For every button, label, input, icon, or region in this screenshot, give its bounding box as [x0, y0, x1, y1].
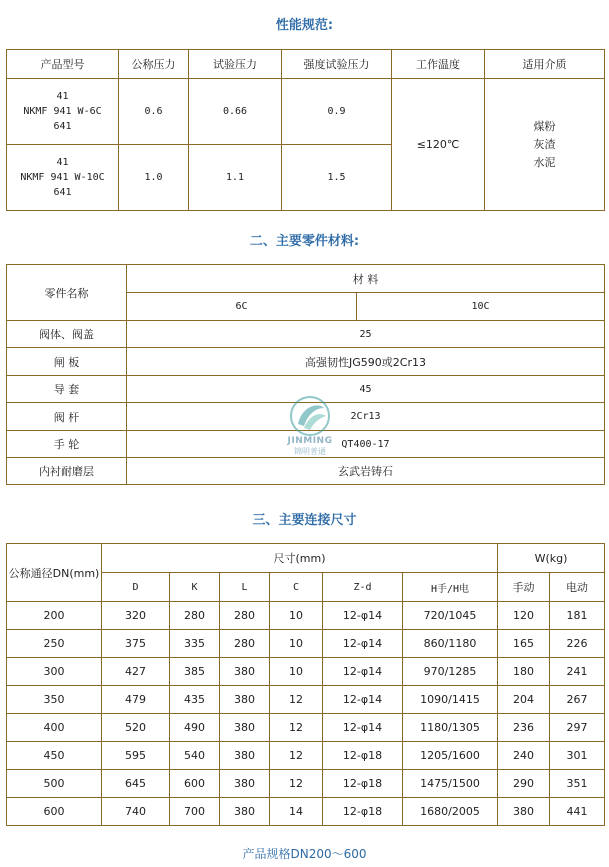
- z-d-cell: 12-φ14: [323, 686, 403, 714]
- table-row: [7, 630, 605, 658]
- electric-weight-cell: 301: [550, 742, 605, 770]
- h-cell: 1205/1600: [403, 742, 498, 770]
- d-cell: 645: [102, 770, 170, 798]
- watermark-brand: JINMING: [287, 436, 333, 446]
- header-test-pressure: 试验压力: [189, 50, 282, 79]
- header-nominal-pressure: 公称压力: [119, 50, 189, 79]
- col-c: C: [270, 573, 323, 602]
- d-cell: 427: [102, 658, 170, 686]
- strength-pressure-cell: 1.5: [282, 145, 392, 211]
- dn-cell: 600: [7, 798, 102, 826]
- dn-cell: 250: [7, 630, 102, 658]
- part-name-cell: 阀 杆: [7, 403, 127, 431]
- c-cell: 10: [270, 602, 323, 630]
- manual-weight-cell: 240: [498, 742, 550, 770]
- section3-title: 三、主要连接尺寸: [252, 513, 357, 528]
- z-d-cell: 12-φ14: [323, 602, 403, 630]
- col-h: H手/H电: [403, 573, 498, 602]
- z-d-cell: 12-φ14: [323, 630, 403, 658]
- footer-caption: 产品规格DN200～600: [242, 847, 367, 861]
- header-temperature: 工作温度: [392, 50, 485, 79]
- l-cell: 280: [220, 630, 270, 658]
- col-manual: 手动: [498, 573, 550, 602]
- l-cell: 380: [220, 658, 270, 686]
- k-cell: 435: [170, 686, 220, 714]
- watermark-cn: 锦明普通: [294, 447, 326, 456]
- material-cell: 玄武岩铸石: [127, 458, 605, 485]
- weight-header: W(kg): [498, 544, 605, 573]
- z-d-cell: 12-φ14: [323, 658, 403, 686]
- electric-weight-cell: 181: [550, 602, 605, 630]
- nominal-pressure-cell: 1.0: [119, 145, 189, 211]
- c-cell: 12: [270, 714, 323, 742]
- table-row: [7, 602, 605, 630]
- h-cell: 970/1285: [403, 658, 498, 686]
- dn-cell: 200: [7, 602, 102, 630]
- k-cell: 600: [170, 770, 220, 798]
- h-cell: 720/1045: [403, 602, 498, 630]
- electric-weight-cell: 441: [550, 798, 605, 826]
- h-cell: 860/1180: [403, 630, 498, 658]
- c-cell: 10: [270, 658, 323, 686]
- part-name-cell: 导 套: [7, 376, 127, 403]
- k-cell: 385: [170, 658, 220, 686]
- manual-weight-cell: 180: [498, 658, 550, 686]
- l-cell: 380: [220, 714, 270, 742]
- c-cell: 12: [270, 770, 323, 798]
- size-header: 尺寸(mm): [102, 544, 498, 573]
- dimensions-body: [7, 602, 605, 826]
- test-pressure-cell: 1.1: [189, 145, 282, 211]
- c-cell: 10: [270, 630, 323, 658]
- header-model: 产品型号: [7, 50, 119, 79]
- manual-weight-cell: 380: [498, 798, 550, 826]
- l-cell: 380: [220, 686, 270, 714]
- material-cell: 2Cr13: [127, 403, 605, 431]
- table-row: [7, 686, 605, 714]
- dn-cell: 350: [7, 686, 102, 714]
- k-cell: 490: [170, 714, 220, 742]
- section1-title: 性能规范:: [275, 18, 334, 33]
- temperature-cell: ≤120℃: [392, 79, 485, 211]
- electric-weight-cell: 241: [550, 658, 605, 686]
- dimensions-table: [6, 543, 605, 826]
- k-cell: 540: [170, 742, 220, 770]
- d-cell: 375: [102, 630, 170, 658]
- manual-weight-cell: 120: [498, 602, 550, 630]
- c-cell: 12: [270, 686, 323, 714]
- manual-weight-cell: 236: [498, 714, 550, 742]
- nominal-pressure-cell: 0.6: [119, 79, 189, 145]
- z-d-cell: 12-φ18: [323, 742, 403, 770]
- col-l: L: [220, 573, 270, 602]
- col-d: D: [102, 573, 170, 602]
- table-row: [7, 770, 605, 798]
- material-cell: 45: [127, 376, 605, 403]
- part-name-header: 零件名称: [7, 265, 127, 321]
- h-cell: 1680/2005: [403, 798, 498, 826]
- part-name-cell: 闸 板: [7, 348, 127, 376]
- electric-weight-cell: 297: [550, 714, 605, 742]
- manual-weight-cell: 165: [498, 630, 550, 658]
- d-cell: 740: [102, 798, 170, 826]
- k-cell: 335: [170, 630, 220, 658]
- section2-title: 二、主要零件材料:: [249, 234, 360, 249]
- table-row: [7, 714, 605, 742]
- part-name-cell: 内衬耐磨层: [7, 458, 127, 485]
- col-k: K: [170, 573, 220, 602]
- l-cell: 280: [220, 602, 270, 630]
- material-header: 材 料: [127, 265, 605, 293]
- z-d-cell: 12-φ14: [323, 714, 403, 742]
- spec-table: [6, 49, 605, 211]
- electric-weight-cell: 226: [550, 630, 605, 658]
- dn-cell: 500: [7, 770, 102, 798]
- d-cell: 479: [102, 686, 170, 714]
- dn-cell: 450: [7, 742, 102, 770]
- electric-weight-cell: 267: [550, 686, 605, 714]
- part-name-cell: 手 轮: [7, 431, 127, 458]
- l-cell: 380: [220, 770, 270, 798]
- model-cell: 41 NKMF 941 W-6C 641: [7, 79, 119, 145]
- c-cell: 14: [270, 798, 323, 826]
- dn-header: 公称通径DN(mm): [7, 544, 102, 602]
- d-cell: 520: [102, 714, 170, 742]
- brand-logo-icon: [274, 394, 346, 438]
- table-row: [7, 798, 605, 826]
- manual-weight-cell: 204: [498, 686, 550, 714]
- k-cell: 700: [170, 798, 220, 826]
- manual-weight-cell: 290: [498, 770, 550, 798]
- col-electric: 电动: [550, 573, 605, 602]
- test-pressure-cell: 0.66: [189, 79, 282, 145]
- header-strength-pressure: 强度试验压力: [282, 50, 392, 79]
- l-cell: 380: [220, 742, 270, 770]
- k-cell: 280: [170, 602, 220, 630]
- c-cell: 12: [270, 742, 323, 770]
- table-row: [7, 742, 605, 770]
- brand-watermark: [274, 394, 346, 456]
- table-row: [7, 658, 605, 686]
- material-cell: QT400-17: [127, 431, 605, 458]
- h-cell: 1475/1500: [403, 770, 498, 798]
- d-cell: 595: [102, 742, 170, 770]
- l-cell: 380: [220, 798, 270, 826]
- material-cell: 25: [127, 321, 605, 348]
- media-cell: 煤粉 灰渣 水泥: [485, 79, 605, 211]
- z-d-cell: 12-φ18: [323, 798, 403, 826]
- material-cell: 高强韧性JG590或2Cr13: [127, 348, 605, 376]
- h-cell: 1090/1415: [403, 686, 498, 714]
- model-cell: 41 NKMF 941 W-10C 641: [7, 145, 119, 211]
- d-cell: 320: [102, 602, 170, 630]
- grade-6c-header: 6C: [127, 293, 357, 321]
- header-media: 适用介质: [485, 50, 605, 79]
- strength-pressure-cell: 0.9: [282, 79, 392, 145]
- dn-cell: 400: [7, 714, 102, 742]
- h-cell: 1180/1305: [403, 714, 498, 742]
- electric-weight-cell: 351: [550, 770, 605, 798]
- dn-cell: 300: [7, 658, 102, 686]
- col-z-d: Z-d: [323, 573, 403, 602]
- z-d-cell: 12-φ18: [323, 770, 403, 798]
- part-name-cell: 阀体、阀盖: [7, 321, 127, 348]
- grade-10c-header: 10C: [357, 293, 605, 321]
